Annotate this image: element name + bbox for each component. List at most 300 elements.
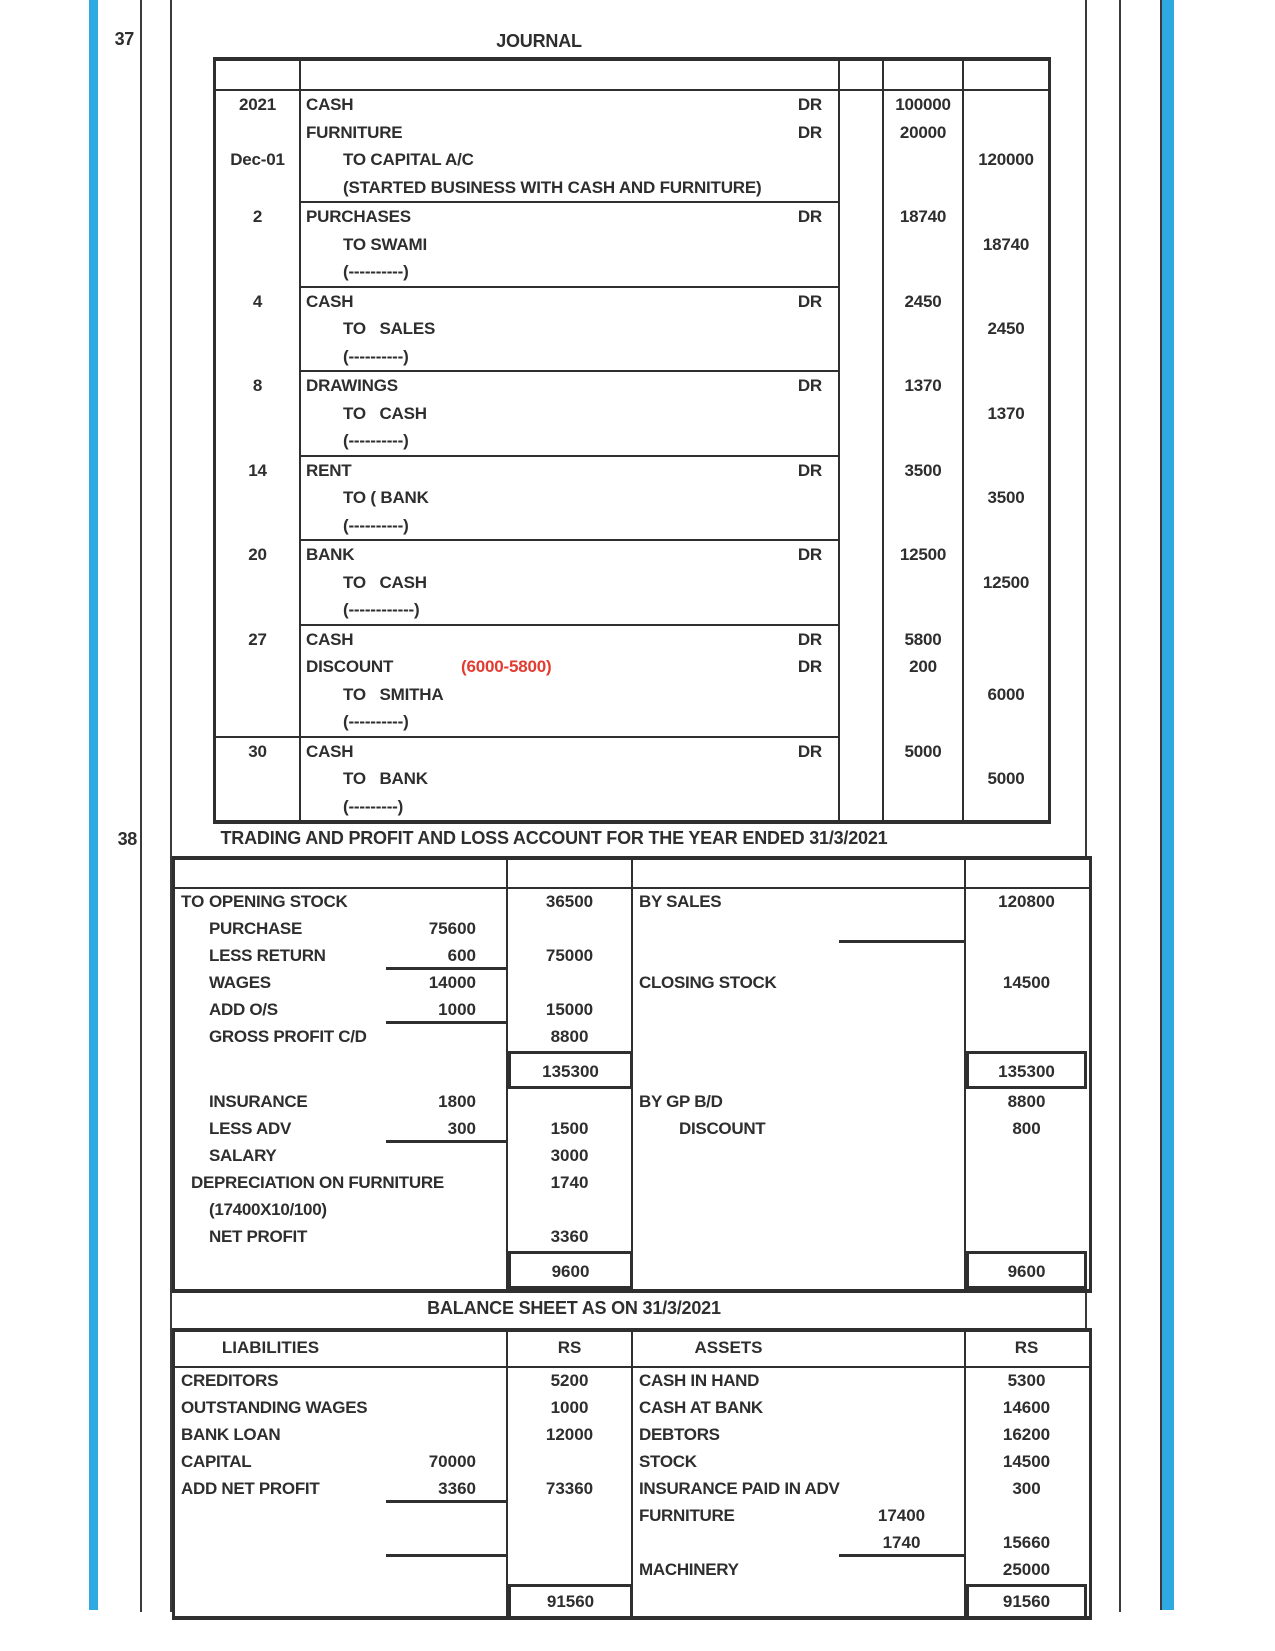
trading-right-amount xyxy=(966,1143,1087,1170)
trading-right-subamount xyxy=(839,1197,964,1224)
journal-lf-cell xyxy=(840,288,884,373)
balance-sheet-right-amount: 91560 xyxy=(966,1584,1087,1616)
trading-right-cell xyxy=(633,1051,966,1089)
journal-dr-label: DR xyxy=(797,629,822,649)
journal-entry xyxy=(216,457,1048,542)
journal-debit-amount xyxy=(884,258,962,286)
trading-left-cell xyxy=(175,943,508,970)
trading-left-cell xyxy=(175,1197,508,1224)
right-blue-binder-stripe xyxy=(1160,0,1174,1610)
balance-sheet-row xyxy=(175,1503,1089,1530)
trading-left-amount xyxy=(508,1197,633,1224)
balance-sheet-right-label: MACHINERY xyxy=(639,1560,739,1579)
journal-debit-amount xyxy=(884,427,962,455)
journal-date-line xyxy=(216,174,299,202)
trading-right-subamount xyxy=(839,1089,964,1116)
journal-entry xyxy=(216,288,1048,373)
trading-row xyxy=(175,1089,1089,1116)
trading-row xyxy=(175,1051,1089,1089)
journal-date-cell xyxy=(216,738,301,821)
journal-credit-amount: 120000 xyxy=(978,150,1034,169)
right-margin-rule-2 xyxy=(1119,0,1121,1612)
journal-account-text: FURNITURE xyxy=(306,122,403,142)
trading-right-amount: 120800 xyxy=(998,892,1055,911)
trading-right-subamount xyxy=(839,1251,964,1289)
balance-sheet-left-subamount xyxy=(386,1422,506,1449)
journal-particular-line xyxy=(301,119,838,147)
journal-date-line: 2 xyxy=(252,207,263,226)
trading-header-left-amount xyxy=(508,860,633,887)
journal-account-text: (------------) xyxy=(343,600,420,619)
journal-particular-line xyxy=(301,288,838,316)
trading-right-cell xyxy=(633,1143,966,1170)
journal-debit-amount: 2450 xyxy=(904,291,942,311)
journal-date-line xyxy=(216,793,299,821)
journal-dr-label: DR xyxy=(797,545,822,564)
journal-lf-line xyxy=(840,765,882,793)
journal-credit-cell xyxy=(964,457,1048,542)
balance-sheet-right-cell xyxy=(633,1368,966,1395)
balance-sheet-left-label: OUTSTANDING WAGES xyxy=(181,1398,368,1417)
balance-sheet-left-cell xyxy=(175,1476,508,1503)
balance-sheet-right-label: STOCK xyxy=(639,1452,697,1471)
journal-account-text: TO SMITHA xyxy=(343,684,444,704)
journal-lf-line xyxy=(840,512,882,540)
trading-right-label: CLOSING STOCK xyxy=(639,973,777,992)
trading-left-cell xyxy=(175,889,508,916)
journal-dr-label: DR xyxy=(797,95,822,114)
trading-right-cell xyxy=(633,1116,966,1143)
trading-right-amount: 8800 xyxy=(1007,1092,1046,1111)
trading-right-subamount xyxy=(839,916,964,943)
journal-date-line xyxy=(216,258,299,286)
journal-credit-amount xyxy=(964,203,1048,231)
trading-left-prefix xyxy=(175,997,209,1024)
trading-right-label: BY SALES xyxy=(639,892,722,911)
journal-credit-cell xyxy=(964,372,1048,457)
trading-right-label xyxy=(633,1024,839,1051)
journal-date-line: 4 xyxy=(252,291,263,311)
journal-date-line xyxy=(216,315,299,343)
journal-dr-label: DR xyxy=(797,122,822,142)
trading-right-label xyxy=(633,1197,839,1224)
journal-account-text: (----------) xyxy=(343,712,409,731)
journal-particular-line xyxy=(301,400,838,428)
trading-header-right-amount xyxy=(966,860,1087,887)
journal-credit-amount xyxy=(964,457,1048,485)
balance-sheet-right-amount: 5300 xyxy=(1007,1371,1046,1390)
journal-credit-cell xyxy=(964,626,1048,738)
journal-debit-cell xyxy=(884,626,964,738)
journal-credit-amount xyxy=(964,427,1048,455)
journal-lf-line xyxy=(840,457,882,485)
trading-left-label: INSURANCE xyxy=(209,1092,308,1111)
trading-left-subamount xyxy=(444,1170,506,1197)
balance-sheet-left-label: ADD NET PROFIT xyxy=(181,1479,320,1498)
journal-date-cell xyxy=(216,91,301,203)
balance-sheet-left-label: CAPITAL xyxy=(181,1452,252,1471)
journal-particulars-cell xyxy=(301,288,840,373)
journal-account-text: BANK xyxy=(306,545,355,564)
journal-lf-line xyxy=(840,738,882,766)
trading-left-label: NET PROFIT xyxy=(209,1227,308,1246)
trading-left-subamount xyxy=(386,1197,506,1224)
trading-body xyxy=(175,889,1089,1289)
trading-left-amount: 9600 xyxy=(508,1251,633,1289)
journal-account-text: (STARTED BUSINESS WITH CASH AND FURNITURE) xyxy=(343,177,762,197)
journal-date-line xyxy=(216,400,299,428)
journal-particular-line xyxy=(301,569,838,597)
trading-left-subamount xyxy=(386,1224,506,1251)
trading-left-amount: 36500 xyxy=(508,889,633,916)
trading-row xyxy=(175,1143,1089,1170)
journal-debit-amount xyxy=(884,681,962,709)
journal-dr-label: DR xyxy=(797,291,822,311)
balance-sheet-row xyxy=(175,1530,1089,1557)
trading-right-subamount xyxy=(839,1116,964,1143)
trading-left-prefix xyxy=(175,970,209,997)
trading-left-prefix xyxy=(175,1089,209,1116)
balance-sheet-right-cell xyxy=(633,1449,966,1476)
journal-lf-line xyxy=(840,231,882,259)
balance-sheet-left-cell xyxy=(175,1422,508,1449)
journal-lf-cell xyxy=(840,541,884,626)
journal-dr-label: DR xyxy=(797,741,822,761)
trading-left-label: LESS ADV xyxy=(209,1119,291,1138)
journal-account-text: CASH xyxy=(306,741,354,761)
question-number-38: 38 xyxy=(117,829,137,849)
trading-left-cell xyxy=(175,1024,508,1051)
journal-lf-line xyxy=(840,708,882,736)
journal-particular-line xyxy=(301,596,838,624)
journal-dr-label: DR xyxy=(797,657,822,676)
trading-left-prefix xyxy=(175,943,209,970)
balance-sheet-header-rs-right: RS xyxy=(1014,1338,1039,1357)
trading-left-amount: 15000 xyxy=(508,997,633,1024)
journal-credit-amount xyxy=(964,653,1048,681)
journal-debit-amount xyxy=(884,596,962,624)
journal-header-date-cell xyxy=(216,61,301,91)
journal-account-text: TO CAPITAL A/C xyxy=(343,150,474,169)
journal-account-text: TO BANK xyxy=(343,769,428,788)
journal-account-text: DISCOUNT xyxy=(306,657,394,676)
journal-debit-amount xyxy=(884,708,962,736)
trading-left-amount xyxy=(508,916,633,943)
left-blue-binder-stripe xyxy=(89,0,98,1610)
trading-left-amount: 1740 xyxy=(508,1170,633,1197)
balance-sheet-left-subamount: 70000 xyxy=(428,1452,476,1471)
balance-sheet-left-amount: 73360 xyxy=(508,1476,633,1503)
trading-right-cell xyxy=(633,943,966,970)
trading-row xyxy=(175,1251,1089,1289)
journal-date-cell xyxy=(216,541,301,626)
left-margin-rule-1 xyxy=(140,0,142,1612)
trading-left-subamount xyxy=(386,1143,506,1170)
trading-right-amount xyxy=(966,1197,1087,1224)
balance-sheet-left-subamount: 3360 xyxy=(386,1476,506,1503)
trading-row xyxy=(175,970,1089,997)
trading-left-label: PURCHASE xyxy=(209,919,303,938)
trading-row xyxy=(175,943,1089,970)
journal-debit-amount: 5000 xyxy=(904,741,942,761)
balance-sheet-right-cell xyxy=(633,1530,966,1557)
trading-left-prefix xyxy=(175,916,209,943)
journal-debit-amount xyxy=(884,174,962,202)
journal-lf-line xyxy=(840,596,882,624)
journal-credit-amount: 12500 xyxy=(982,572,1030,592)
journal-particular-line xyxy=(301,146,838,174)
journal-entry xyxy=(216,738,1048,821)
journal-debit-cell xyxy=(884,288,964,373)
journal-debit-cell xyxy=(884,738,964,821)
trading-right-subamount xyxy=(839,1170,964,1197)
balance-sheet-left-amount xyxy=(508,1503,633,1530)
journal-debit-amount xyxy=(884,512,962,540)
journal-date-line xyxy=(216,231,299,259)
journal-header-credit-cell xyxy=(964,61,1048,91)
journal-lf-line xyxy=(840,146,882,174)
journal-date-line: 8 xyxy=(252,376,263,395)
balance-sheet-right-cell xyxy=(633,1584,966,1616)
trading-account-table xyxy=(172,856,1092,1293)
journal-debit-amount: 5800 xyxy=(904,629,942,649)
trading-header-left xyxy=(175,860,508,887)
journal-entry xyxy=(216,541,1048,626)
journal-debit-cell xyxy=(884,372,964,457)
journal-date-line: 27 xyxy=(248,629,267,649)
trading-left-prefix xyxy=(175,1143,209,1170)
trading-right-subamount xyxy=(839,943,964,970)
trading-row xyxy=(175,1224,1089,1251)
journal-header-lf-cell xyxy=(840,61,884,91)
trading-left-subamount: 300 xyxy=(386,1116,506,1143)
trading-left-cell xyxy=(175,1170,508,1197)
journal-credit-amount: 2450 xyxy=(987,319,1025,338)
journal-lf-line xyxy=(840,203,882,231)
trading-left-prefix xyxy=(175,1224,209,1251)
journal-particular-line xyxy=(301,765,838,793)
journal-debit-cell xyxy=(884,203,964,288)
journal-lf-line xyxy=(840,484,882,512)
journal-account-text: RENT xyxy=(306,460,352,480)
balance-sheet-right-amount: 14600 xyxy=(1002,1398,1051,1417)
trading-left-prefix xyxy=(175,1170,191,1197)
journal-lf-line xyxy=(840,400,882,428)
journal-particular-line xyxy=(301,626,838,654)
trading-left-subamount xyxy=(386,1051,506,1089)
journal-credit-amount xyxy=(964,343,1048,371)
journal-particular-line xyxy=(301,258,838,286)
journal-debit-amount: 12500 xyxy=(899,545,947,564)
journal-debit-amount: 18740 xyxy=(899,207,947,226)
balance-sheet-left-amount: 91560 xyxy=(508,1584,633,1616)
journal-header-particulars-cell xyxy=(301,61,840,91)
balance-sheet-right-cell xyxy=(633,1395,966,1422)
balance-sheet-left-label xyxy=(175,1503,386,1530)
journal-credit-amount xyxy=(964,738,1048,766)
balance-sheet-left-label xyxy=(175,1557,386,1584)
trading-right-amount xyxy=(966,943,1087,970)
journal-debit-amount xyxy=(884,343,962,371)
journal-dr-label: DR xyxy=(797,460,822,480)
journal-date-line xyxy=(216,343,299,371)
journal-lf-line xyxy=(840,626,882,654)
journal-credit-amount xyxy=(964,626,1048,654)
trading-right-label xyxy=(633,1051,839,1089)
balance-sheet-left-label: CREDITORS xyxy=(181,1371,279,1390)
journal-date-cell xyxy=(216,457,301,542)
balance-sheet-right-label: CASH IN HAND xyxy=(639,1371,760,1390)
trading-right-cell xyxy=(633,1024,966,1051)
journal-particulars-cell xyxy=(301,626,840,738)
trading-right-amount xyxy=(966,916,1087,943)
trading-right-label: DISCOUNT xyxy=(679,1119,766,1138)
trading-right-cell xyxy=(633,916,966,943)
journal-particular-line xyxy=(301,91,838,119)
journal-particulars-cell xyxy=(301,91,840,203)
trading-right-subamount xyxy=(839,970,964,997)
journal-date-line xyxy=(216,765,299,793)
balance-sheet-right-amount: 16200 xyxy=(1002,1425,1051,1444)
journal-account-text: TO SALES xyxy=(343,319,436,338)
balance-sheet-left-amount xyxy=(508,1530,633,1557)
journal-particular-line xyxy=(301,738,838,766)
journal-particular-line xyxy=(301,457,838,485)
balance-sheet-row xyxy=(175,1422,1089,1449)
journal-particular-line xyxy=(301,174,838,202)
trading-left-amount: 135300 xyxy=(508,1051,633,1089)
trading-left-prefix xyxy=(175,1024,209,1051)
journal-account-text: (----------) xyxy=(343,262,409,281)
trading-left-label: WAGES xyxy=(209,973,271,992)
journal-lf-line xyxy=(840,372,882,400)
trading-right-cell xyxy=(633,1251,966,1289)
journal-particular-line xyxy=(301,231,838,259)
trading-left-cell xyxy=(175,916,508,943)
journal-debit-amount: 3500 xyxy=(904,460,942,480)
balance-sheet-right-amount xyxy=(966,1503,1087,1530)
trading-header-row xyxy=(175,860,1089,889)
journal-debit-amount xyxy=(884,231,962,259)
balance-sheet-left-cell xyxy=(175,1530,508,1557)
trading-right-label xyxy=(633,943,839,970)
journal-lf-cell xyxy=(840,203,884,288)
trading-row xyxy=(175,889,1089,916)
balance-sheet-header-rs-left: RS xyxy=(508,1332,633,1366)
journal-lf-line xyxy=(840,681,882,709)
balance-sheet-right-amount: 25000 xyxy=(1002,1560,1051,1579)
journal-lf-line xyxy=(840,427,882,455)
question-number-37: 37 xyxy=(114,29,134,49)
trading-row xyxy=(175,1197,1089,1224)
journal-debit-amount xyxy=(884,793,962,821)
journal-particular-line xyxy=(301,541,838,569)
journal-particular-line xyxy=(301,512,838,540)
trading-left-amount: 1500 xyxy=(508,1116,633,1143)
trading-left-cell xyxy=(175,1251,508,1289)
journal-account-text: PURCHASES xyxy=(306,207,411,226)
trading-right-label xyxy=(633,1224,839,1251)
journal-header-row xyxy=(216,61,1048,91)
balance-sheet-right-label xyxy=(633,1584,839,1616)
journal-date-line: 20 xyxy=(248,545,267,564)
journal-credit-cell xyxy=(964,541,1048,626)
trading-left-cell xyxy=(175,1051,508,1089)
trading-right-cell xyxy=(633,1089,966,1116)
trading-right-amount xyxy=(966,1224,1087,1251)
journal-header-debit-cell xyxy=(884,61,964,91)
trading-left-cell xyxy=(175,1089,508,1116)
balance-sheet-right-cell xyxy=(633,1422,966,1449)
journal-credit-amount xyxy=(964,596,1048,624)
balance-sheet-right-subamount xyxy=(839,1422,964,1449)
balance-sheet-left-label xyxy=(175,1584,386,1616)
trading-left-cell xyxy=(175,1143,508,1170)
balance-sheet-left-amount: 5200 xyxy=(508,1368,633,1395)
trading-left-subamount: 1000 xyxy=(386,997,506,1024)
journal-debit-amount: 20000 xyxy=(899,122,947,142)
balance-sheet-left-cell xyxy=(175,1368,508,1395)
balance-sheet-right-label xyxy=(633,1530,839,1557)
trading-left-amount: 8800 xyxy=(508,1024,633,1051)
balance-sheet-left-label xyxy=(175,1530,386,1557)
journal-lf-line xyxy=(840,315,882,343)
balance-sheet-left-subamount xyxy=(386,1395,506,1422)
journal-account-text: CASH xyxy=(306,629,354,649)
balance-sheet-left-subamount xyxy=(386,1557,506,1584)
journal-credit-amount xyxy=(964,258,1048,286)
journal-credit-amount: 5000 xyxy=(987,769,1025,788)
trading-left-cell xyxy=(175,1116,508,1143)
balance-sheet-left-amount xyxy=(508,1449,633,1476)
journal-account-text: TO CASH xyxy=(343,572,427,592)
journal-body xyxy=(216,91,1048,820)
balance-sheet-header-assets: ASSETS xyxy=(633,1332,966,1366)
journal-date-line: Dec-01 xyxy=(230,150,285,169)
journal-debit-amount xyxy=(884,146,962,174)
journal-credit-amount xyxy=(964,119,1048,147)
balance-sheet-header-row xyxy=(175,1332,1089,1368)
trading-right-subamount xyxy=(839,997,964,1024)
journal-date-cell xyxy=(216,203,301,288)
balance-sheet-left-subamount xyxy=(386,1368,506,1395)
balance-sheet-row xyxy=(175,1557,1089,1584)
trading-right-label xyxy=(633,916,839,943)
journal-dr-label: DR xyxy=(797,376,822,395)
trading-right-amount: 800 xyxy=(1012,1119,1041,1138)
trading-right-cell xyxy=(633,889,966,916)
balance-sheet-row xyxy=(175,1449,1089,1476)
trading-right-subamount xyxy=(839,1024,964,1051)
balance-sheet-left-subamount xyxy=(386,1530,506,1557)
balance-sheet-row xyxy=(175,1395,1089,1422)
journal-account-text: DRAWINGS xyxy=(306,376,398,395)
journal-credit-amount xyxy=(964,708,1048,736)
journal-lf-line xyxy=(840,174,882,202)
trading-left-subamount: 75600 xyxy=(428,919,476,938)
trading-left-subamount: 600 xyxy=(386,943,506,970)
balance-sheet-right-subamount xyxy=(839,1557,964,1584)
journal-debit-amount: 1370 xyxy=(904,376,942,395)
trading-left-amount: 3360 xyxy=(508,1224,633,1251)
journal-credit-amount: 1370 xyxy=(987,403,1025,423)
trading-right-label xyxy=(633,997,839,1024)
trading-row xyxy=(175,916,1089,943)
journal-lf-line xyxy=(840,793,882,821)
journal-date-line xyxy=(216,119,299,147)
balance-sheet-right-cell xyxy=(633,1557,966,1584)
journal-date-line xyxy=(216,708,299,736)
